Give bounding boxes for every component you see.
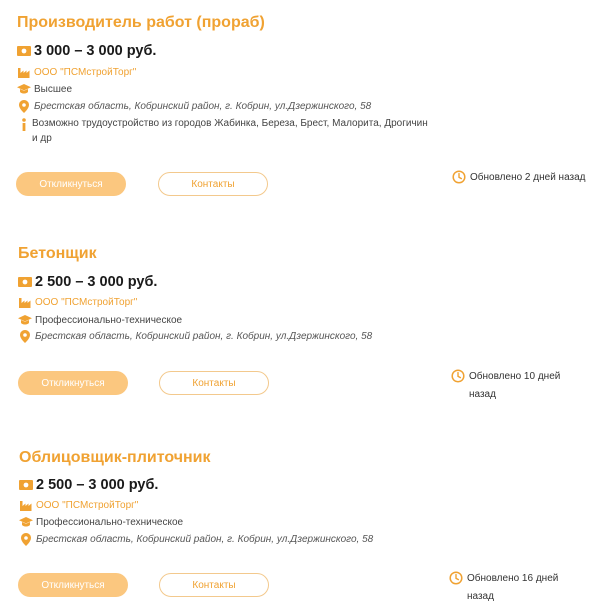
contacts-button[interactable]: Контакты [159, 573, 269, 597]
money-icon [19, 478, 33, 492]
education: Высшее [34, 83, 73, 95]
money-icon [17, 44, 31, 58]
salary-row [18, 274, 157, 290]
updated-text: Обновлено 10 дней назад [469, 371, 561, 400]
address: Брестская область, Кобринский район, г. Кобрин, ул.Дзержинского, 58 [34, 100, 372, 112]
salary-row [19, 477, 158, 493]
address: Брестская область, Кобринский район, г. Кобрин, ул.Дзержинского, 58 [36, 533, 374, 545]
contacts-button[interactable]: Контакты [158, 172, 268, 196]
apply-button[interactable]: Откликнуться [18, 371, 128, 395]
address: Брестская область, Кобринский район, г. Кобрин, ул.Дзержинского, 58 [35, 330, 373, 342]
salary: 2 500 – 3 000 руб. [36, 477, 159, 493]
location-pin-icon [19, 532, 33, 546]
clock-icon [449, 571, 463, 585]
salary: 2 500 – 3 000 руб. [35, 274, 158, 290]
vacancy-title[interactable]: Бетонщик [18, 245, 97, 262]
address-row [18, 329, 372, 343]
clock-icon [452, 170, 466, 184]
company-row [19, 498, 138, 512]
education-row [19, 515, 183, 529]
company-link[interactable]: ООО "ПСМстройТорг" [34, 66, 137, 78]
graduation-cap-icon [18, 313, 32, 327]
company-row [18, 295, 137, 309]
graduation-cap-icon [17, 82, 31, 96]
updated-info [451, 368, 589, 404]
factory-icon [17, 65, 31, 79]
vacancy-title[interactable]: Облицовщик-плиточник [19, 449, 211, 466]
money-icon [18, 275, 32, 289]
vacancy-note: Возможно трудоустройство из городов Жабинка, Береза, Брест, Малорита, Дрогичин и др [32, 118, 428, 144]
address-row [19, 532, 373, 546]
updated-info [452, 169, 590, 187]
education-row [17, 82, 72, 96]
location-pin-icon [18, 329, 32, 343]
updated-info [449, 570, 587, 603]
info-icon [17, 117, 31, 131]
location-pin-icon [17, 99, 31, 113]
company-row [17, 65, 136, 79]
updated-text: Обновлено 2 дней назад [470, 172, 586, 183]
factory-icon [18, 295, 32, 309]
factory-icon [19, 498, 33, 512]
address-row [17, 99, 371, 113]
company-link[interactable]: ООО "ПСМстройТорг" [36, 499, 139, 511]
education-row [18, 313, 182, 327]
salary: 3 000 – 3 000 руб. [34, 43, 157, 59]
education: Профессионально-техническое [35, 314, 183, 326]
apply-button[interactable]: Откликнуться [16, 172, 126, 196]
education: Профессионально-техническое [36, 516, 184, 528]
updated-text: Обновлено 16 дней назад [467, 573, 559, 602]
apply-button[interactable]: Откликнуться [18, 573, 128, 597]
contacts-button[interactable]: Контакты [159, 371, 269, 395]
graduation-cap-icon [19, 515, 33, 529]
company-link[interactable]: ООО "ПСМстройТорг" [35, 296, 138, 308]
clock-icon [451, 369, 465, 383]
salary-row [17, 43, 156, 59]
vacancy-title[interactable]: Производитель работ (прораб) [17, 14, 265, 31]
